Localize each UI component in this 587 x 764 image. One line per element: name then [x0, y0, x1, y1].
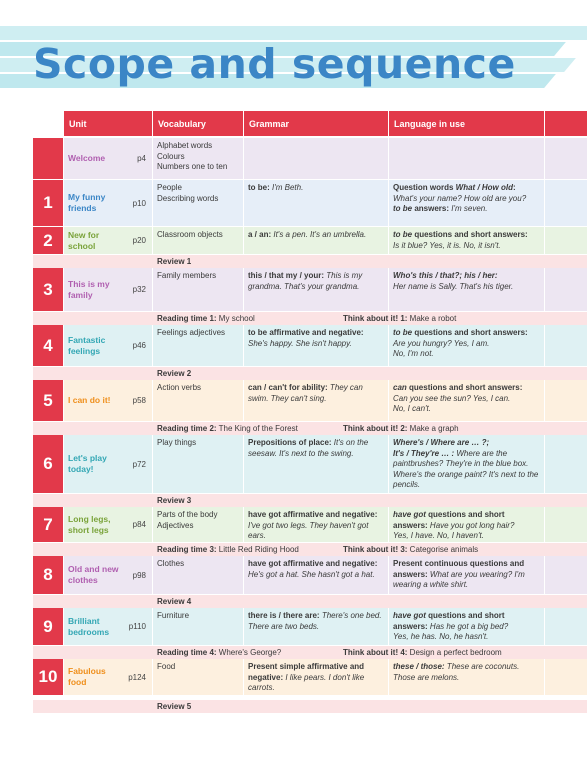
language-line [393, 349, 540, 360]
strip-label: Reading time 4: [157, 648, 217, 657]
section-strip [33, 422, 587, 435]
language-line [393, 531, 540, 542]
review-title: Review 2 [157, 369, 192, 378]
vocabulary-item: Adjectives [157, 520, 194, 530]
grammar-example: She's happy. She isn't happy. [248, 338, 352, 348]
unit-name-cell [64, 138, 152, 179]
table-row [33, 325, 587, 366]
grammar-example: I like pears. I don't like carrots. [248, 672, 365, 692]
language-line [393, 632, 540, 643]
language-term: questions and short answers: [412, 230, 528, 239]
review-title: Review 5 [157, 702, 192, 711]
table-row [33, 435, 587, 493]
vocabulary-item: Alphabet words [157, 141, 213, 150]
grammar-term: to be affirmative and negative: [248, 328, 364, 337]
grammar-term: can / can't for ability: [248, 383, 328, 392]
language-example: No, I'm not. [393, 349, 434, 358]
reading-time [157, 648, 281, 657]
section-strip [33, 312, 587, 325]
vocabulary-item: Classroom objects [157, 230, 223, 239]
grammar-cell [244, 556, 388, 594]
extra-cell [545, 556, 587, 594]
grammar-cell [244, 435, 388, 493]
language-cell [389, 380, 544, 421]
language-term-italic: Who's this / that?; his / her: [393, 271, 498, 280]
vocabulary-item: Furniture [157, 611, 190, 620]
extra-cell [545, 435, 587, 493]
unit-number: 6 [33, 435, 63, 493]
language-term: answers: [412, 204, 450, 213]
language-term-italic: to be [393, 328, 413, 337]
language-line [393, 230, 540, 241]
unit-name: Brilliant bedrooms [68, 615, 110, 637]
vocabulary-item: Family members [157, 271, 217, 280]
grammar-term: Prepositions of place: [248, 438, 332, 447]
unit-number: 9 [33, 608, 63, 645]
page-title: Scope and sequence [33, 40, 516, 88]
banner-stripe [0, 26, 587, 40]
table-row [33, 227, 587, 254]
vocabulary-cell [153, 227, 243, 254]
language-line [393, 328, 540, 339]
strip-text: Make a robot [407, 314, 457, 323]
section-strip [33, 646, 587, 659]
strip-text: My school [216, 314, 255, 323]
language-example: What's your name? How old are you? [393, 193, 527, 203]
language-term-italic: Where's / Where are … ?; [393, 438, 490, 447]
unit-name-cell [64, 659, 152, 695]
unit-name-cell [64, 380, 152, 421]
vocabulary-item: Action verbs [157, 383, 202, 392]
language-line [393, 204, 540, 215]
header-extra [545, 111, 587, 136]
reading-time [157, 545, 299, 554]
extra-cell [545, 138, 587, 179]
unit-number: 7 [33, 507, 63, 542]
language-cell [389, 227, 544, 254]
section-strip [33, 595, 587, 608]
language-line [393, 271, 540, 282]
grammar-cell [244, 180, 388, 226]
unit-page: p110 [128, 622, 146, 631]
grammar-example: They can swim. They can't sing. [248, 383, 363, 403]
section-strip [33, 255, 587, 268]
unit-page: p98 [132, 570, 146, 580]
unit-page: p10 [132, 198, 146, 208]
language-term-italic: It's / They're … : [393, 448, 455, 458]
language-line [393, 282, 540, 293]
strip-label: Think about it! 2: [343, 424, 408, 433]
extra-cell [545, 325, 587, 366]
vocabulary-item: Numbers one to ten [157, 162, 228, 171]
language-line [393, 394, 540, 405]
language-line [393, 404, 540, 415]
header-language: Language in use [389, 111, 544, 136]
vocabulary-item: Clothes [157, 559, 185, 568]
grammar-term: to be: [248, 183, 270, 192]
unit-name: Let's play today! [68, 453, 107, 474]
language-line [393, 194, 540, 205]
language-example: Yes, I have. No, I haven't. [393, 531, 484, 540]
unit-page: p32 [132, 285, 146, 294]
unit-number: 3 [33, 268, 63, 311]
vocabulary-cell [153, 608, 243, 645]
grammar-cell [244, 380, 388, 421]
language-example: Her name is Sally. That's his tiger. [393, 281, 514, 291]
review-title: Review 3 [157, 496, 192, 505]
unit-page: p72 [132, 459, 146, 469]
language-term: Question words [393, 183, 456, 192]
language-cell [389, 138, 544, 179]
unit-name-cell [64, 268, 152, 311]
unit-page: p20 [132, 236, 146, 245]
unit-number: 1 [33, 180, 63, 226]
vocabulary-cell [153, 659, 243, 695]
language-example: Is it blue? Yes, it is. No, it isn't. [393, 240, 501, 250]
section-strip [33, 494, 587, 507]
review-label [157, 702, 191, 711]
language-example: No, I can't. [393, 404, 431, 413]
extra-cell [545, 507, 587, 542]
strip-text: Where's George? [216, 648, 282, 657]
vocabulary-item: Describing words [157, 193, 219, 203]
language-term: questions and short answers: [393, 611, 505, 631]
language-example: Where are the paintbrushes? They're in the blue box. Where's the orange paint? It's next to the pencils. [393, 448, 539, 489]
grammar-cell [244, 138, 388, 179]
table-row [33, 556, 587, 594]
grammar-cell [244, 608, 388, 645]
table-row [33, 380, 587, 421]
grammar-cell [244, 227, 388, 254]
section-strip [33, 367, 587, 380]
unit-page: p124 [128, 672, 146, 682]
unit-name: I can do it! [68, 395, 111, 405]
language-example: What are you wearing? I'm wearing a white shirt. [393, 569, 525, 589]
unit-name: Welcome [68, 153, 106, 163]
language-term-italic: to be [393, 204, 413, 213]
language-line [393, 559, 540, 591]
vocabulary-cell [153, 556, 243, 594]
unit-name-cell [64, 608, 152, 645]
language-punct: : [513, 183, 516, 192]
vocabulary-cell [153, 380, 243, 421]
vocabulary-cell [153, 325, 243, 366]
section-strip [33, 700, 587, 713]
language-term: Present continuous questions and answers: [393, 559, 525, 579]
vocabulary-cell [153, 268, 243, 311]
language-example: Yes, he has. No, he hasn't. [393, 632, 489, 641]
grammar-example: He's got a hat. She hasn't got a hat. [248, 569, 375, 579]
think-about-it [343, 424, 459, 433]
grammar-cell [244, 507, 388, 542]
language-example: Those are melons. [393, 672, 460, 682]
grammar-example: It's a pen. It's an umbrella. [271, 230, 367, 239]
unit-name: Fabulous food [68, 666, 106, 687]
unit-number: 5 [33, 380, 63, 421]
unit-page: p84 [132, 520, 146, 529]
unit-name: Long legs, short legs [68, 513, 111, 535]
header-unit: Unit [64, 111, 152, 136]
vocabulary-item: Food [157, 662, 176, 671]
table-row [33, 507, 587, 542]
unit-number [33, 138, 63, 179]
language-example: I'm seven. [449, 204, 488, 213]
language-term-italic: have got [393, 510, 426, 519]
extra-cell [545, 608, 587, 645]
language-cell [389, 507, 544, 542]
grammar-cell [244, 325, 388, 366]
vocabulary-item: Parts of the body [157, 510, 218, 519]
grammar-term: there is / there are: [248, 611, 320, 620]
table-row [33, 608, 587, 645]
vocabulary-item: Colours [157, 151, 185, 161]
unit-name: Fantastic feelings [68, 334, 106, 356]
language-cell [389, 659, 544, 695]
language-example: Has he got a big bed? [427, 621, 509, 631]
grammar-cell [244, 659, 388, 695]
unit-name-cell [64, 556, 152, 594]
grammar-example: This is my grandma. That's your grandma. [248, 271, 363, 291]
strip-text: The King of the Forest [216, 424, 298, 433]
unit-name-cell [64, 180, 152, 226]
section-strip [33, 543, 587, 556]
language-line [393, 339, 540, 350]
strip-text: Make a graph [407, 424, 459, 433]
unit-page: p58 [132, 396, 146, 405]
header-vocabulary: Vocabulary [153, 111, 243, 136]
language-line [393, 383, 540, 394]
strip-text: Little Red Riding Hood [216, 545, 299, 554]
language-term-italic: to be [393, 230, 413, 239]
review-title: Review 1 [157, 257, 192, 266]
extra-cell [545, 180, 587, 226]
unit-name-cell [64, 227, 152, 254]
review-label [157, 257, 191, 266]
language-term: questions and short answers: [412, 328, 528, 337]
language-cell [389, 268, 544, 311]
vocabulary-cell [153, 180, 243, 226]
review-label [157, 496, 191, 505]
think-about-it [343, 648, 502, 657]
language-term-italic: can [393, 383, 407, 392]
unit-page: p4 [137, 154, 146, 163]
language-line [393, 510, 540, 531]
language-cell [389, 556, 544, 594]
grammar-cell [244, 268, 388, 311]
review-label [157, 369, 191, 378]
language-line [393, 611, 540, 632]
grammar-example: There's one bed. There are two beds. [248, 611, 382, 631]
vocabulary-item: Feelings adjectives [157, 328, 226, 337]
language-term-italic: these / those: [393, 662, 445, 671]
language-cell [389, 608, 544, 645]
unit-name: This is my family [68, 278, 110, 300]
vocabulary-cell [153, 507, 243, 542]
language-line [393, 438, 540, 449]
language-line [393, 183, 540, 194]
language-example: These are coconuts. [444, 662, 520, 671]
strip-label: Think about it! 4: [343, 648, 408, 657]
language-cell [389, 180, 544, 226]
table-row [33, 659, 587, 695]
unit-page: p46 [132, 341, 146, 350]
strip-label: Reading time 1: [157, 314, 217, 323]
unit-name: My funny friends [68, 192, 106, 213]
vocabulary-cell [153, 435, 243, 493]
vocabulary-item: Play things [157, 438, 197, 447]
think-about-it [343, 545, 478, 554]
language-term-italic: have got [393, 611, 426, 620]
unit-number: 10 [33, 659, 63, 695]
language-cell [389, 435, 544, 493]
unit-number: 4 [33, 325, 63, 366]
language-cell [389, 325, 544, 366]
language-term: questions and short answers: [406, 383, 523, 392]
reading-time [157, 424, 298, 433]
table-row [33, 268, 587, 311]
table-row [33, 138, 587, 179]
strip-label: Think about it! 3: [343, 545, 408, 554]
language-term: questions and short answers: [393, 510, 505, 530]
grammar-term: this / that my / your: [248, 271, 325, 280]
grammar-example: I'm Beth. [269, 183, 304, 192]
unit-name-cell [64, 435, 152, 493]
language-line [393, 662, 540, 673]
strip-label: Reading time 2: [157, 424, 217, 433]
strip-text: Design a perfect bedroom [407, 648, 502, 657]
unit-number: 2 [33, 227, 63, 254]
extra-cell [545, 659, 587, 695]
strip-label: Think about it! 1: [343, 314, 408, 323]
unit-name: New for school [68, 229, 100, 251]
header-grammar: Grammar [244, 111, 388, 136]
unit-name-cell [64, 507, 152, 542]
language-example: Are you hungry? Yes, I am. [393, 338, 490, 348]
language-example: Have you got long hair? [427, 520, 515, 530]
table-row [33, 180, 587, 226]
grammar-example: I've got two legs. They haven't got ears. [248, 520, 369, 540]
review-title: Review 4 [157, 597, 192, 606]
vocabulary-item: People [157, 183, 182, 192]
vocabulary-cell [153, 138, 243, 179]
language-line [393, 241, 540, 252]
extra-cell [545, 227, 587, 254]
grammar-term: a / an: [248, 230, 272, 239]
language-line [393, 449, 540, 491]
grammar-term: have got affirmative and negative: [248, 510, 378, 519]
unit-name: Old and new clothes [68, 564, 119, 585]
reading-time [157, 314, 255, 323]
grammar-term: have got affirmative and negative: [248, 559, 378, 568]
strip-label: Reading time 3: [157, 545, 217, 554]
language-line [393, 673, 540, 684]
extra-cell [545, 268, 587, 311]
review-label [157, 597, 191, 606]
language-term-italic: What / How old [455, 183, 513, 192]
extra-cell [545, 380, 587, 421]
unit-number: 8 [33, 556, 63, 594]
think-about-it [343, 314, 456, 323]
grammar-example: It's on the seesaw. It's next to the swing. [248, 438, 369, 458]
strip-text: Categorise animals [407, 545, 479, 554]
language-example: Can you see the sun? Yes, I can. [393, 393, 511, 403]
grammar-term: Present simple affirmative and negative: [248, 662, 365, 682]
unit-name-cell [64, 325, 152, 366]
